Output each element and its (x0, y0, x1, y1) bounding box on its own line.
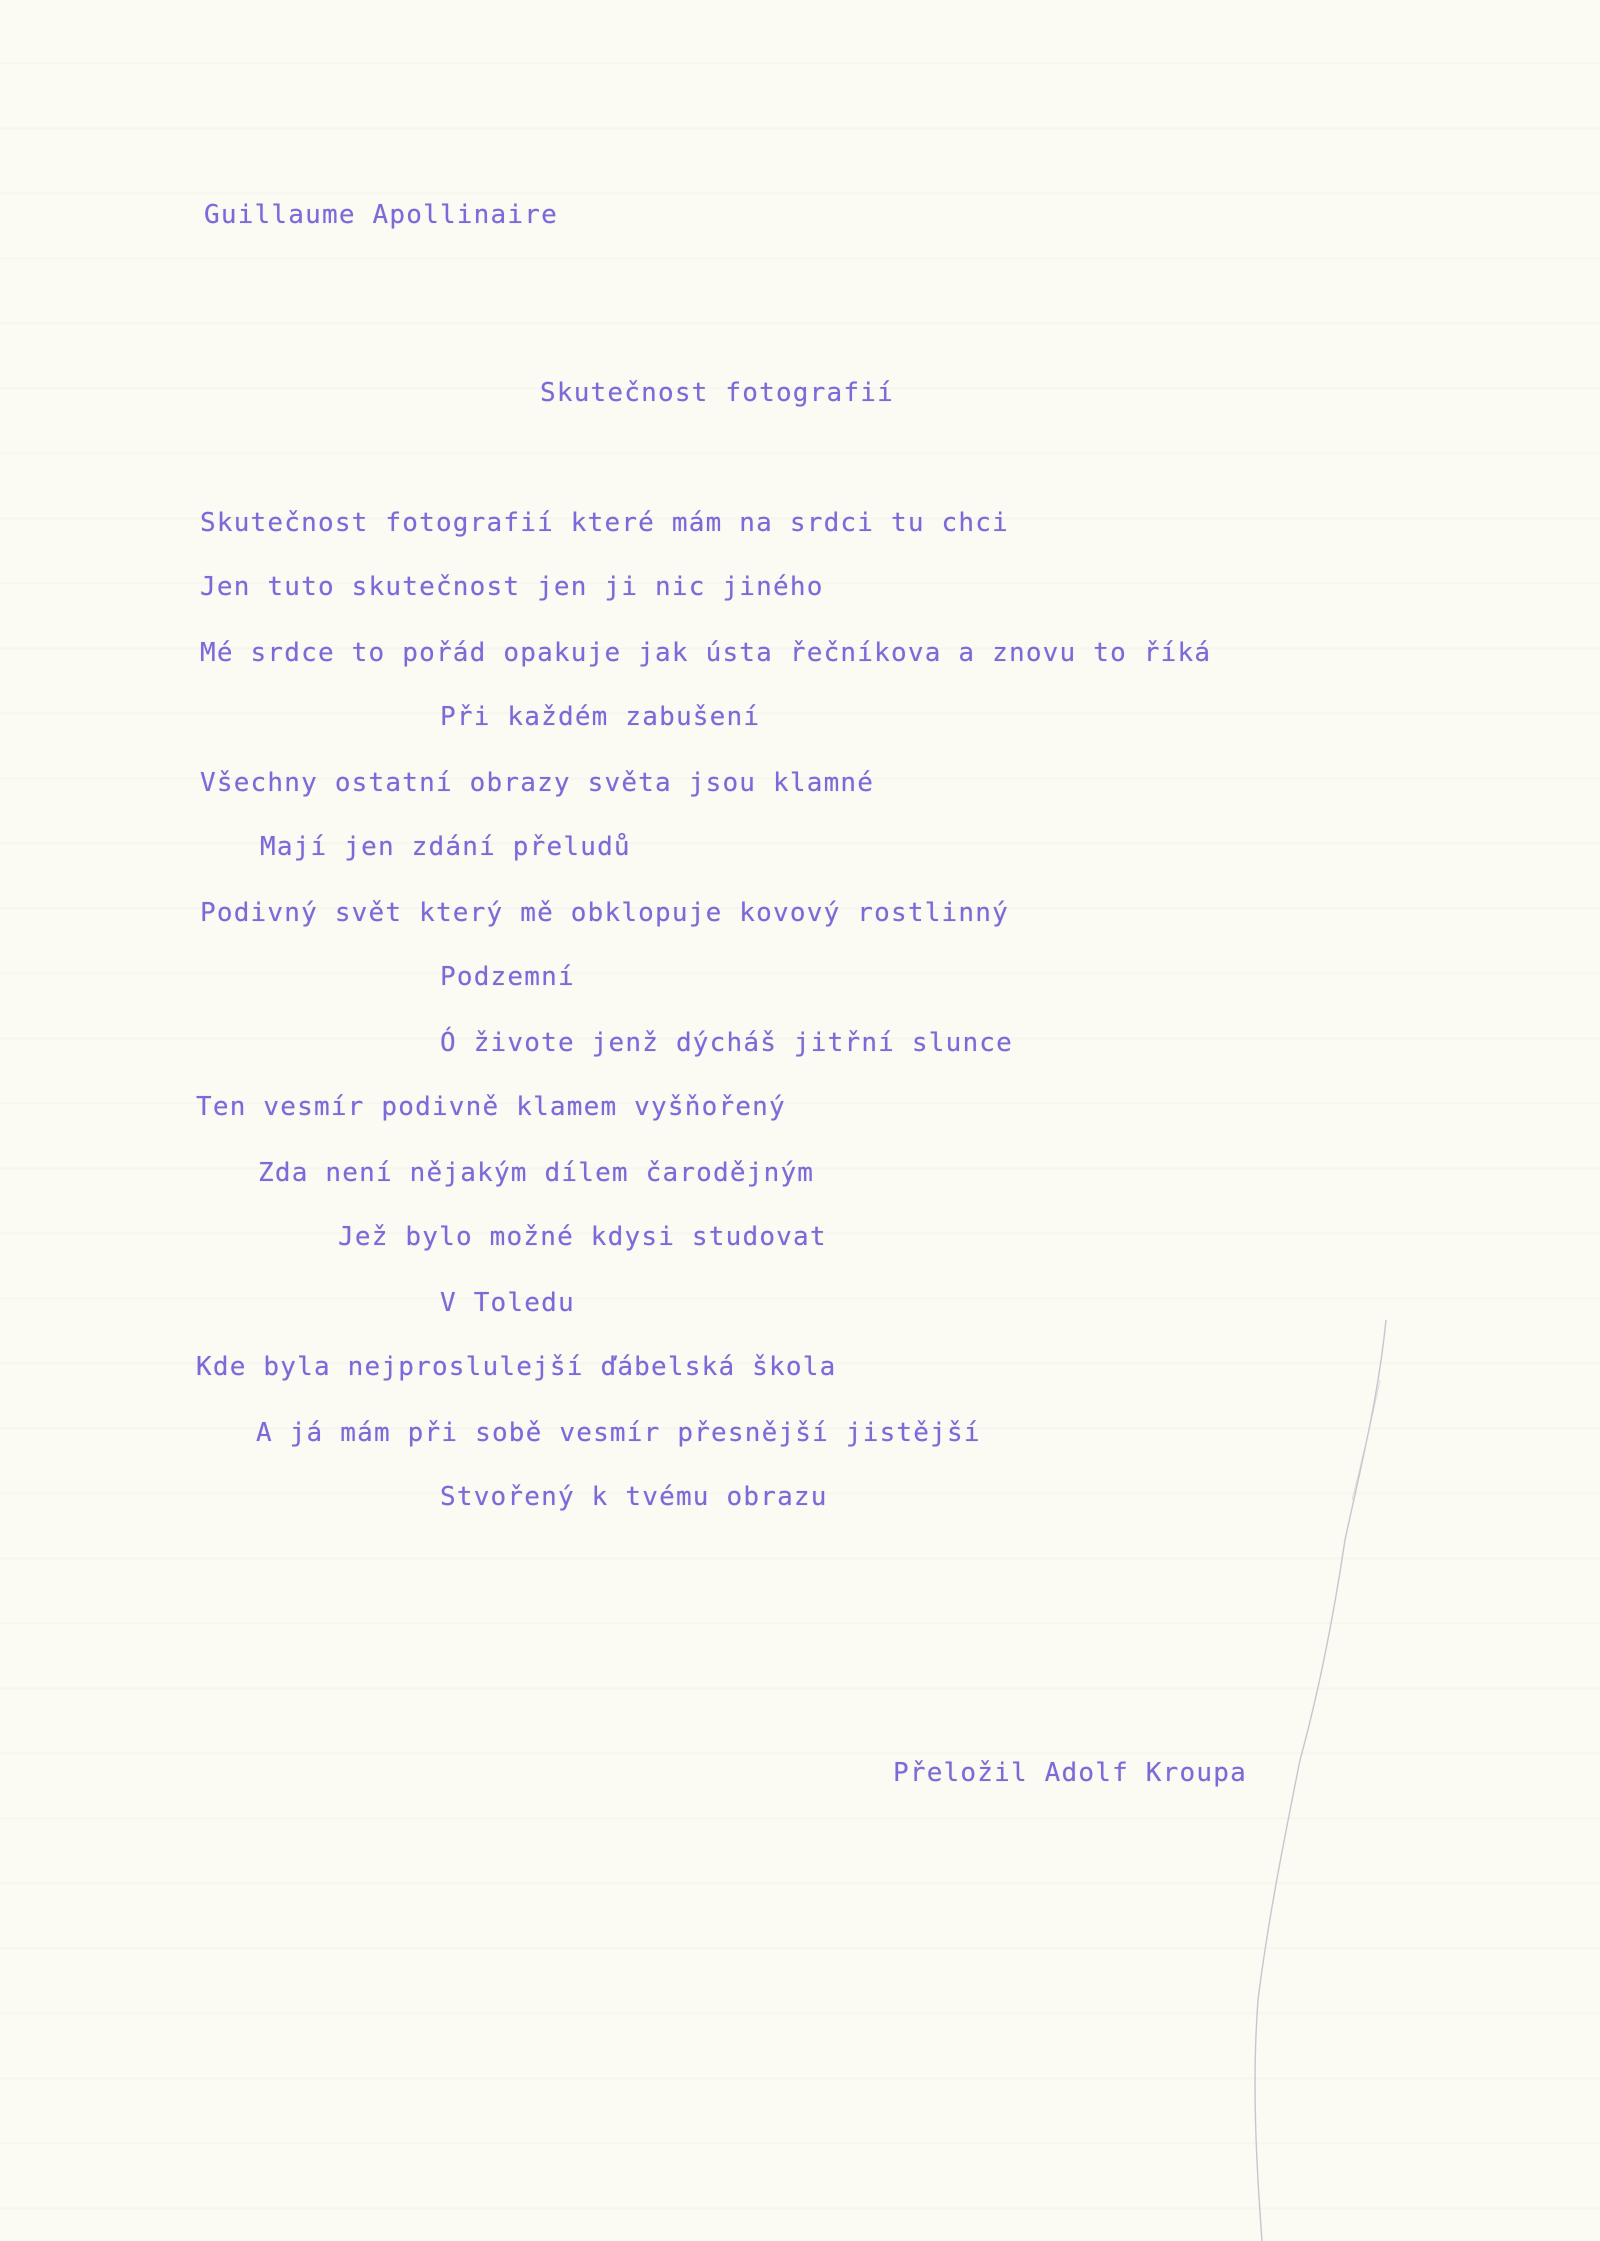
poem-line: Všechny ostatní obrazy světa jsou klamné (200, 768, 875, 798)
poem-line: Podivný svět který mě obklopuje kovový rostlinný (200, 898, 1009, 928)
poem-line: Ó živote jenž dýcháš jitřní slunce (440, 1028, 1014, 1058)
poem-line: Jen tuto skutečnost jen ji nic jiného (200, 572, 824, 602)
poem-line: Při každém zabušení (440, 702, 761, 732)
poem-line: Mají jen zdání přeludů (260, 832, 631, 862)
poem-line: Ten vesmír podivně klamem vyšňořený (196, 1092, 786, 1122)
poem-line: Stvořený k tvému obrazu (440, 1482, 828, 1512)
poem-line: Skutečnost fotografií které mám na srdci tu chci (200, 508, 1009, 538)
poem-title: Skutečnost fotografií (540, 378, 894, 408)
poem-line: Podzemní (440, 962, 575, 992)
poem-line: V Toledu (440, 1288, 575, 1318)
poem-line: Jež bylo možné kdysi studovat (338, 1222, 827, 1252)
poem-line: Kde byla nejproslulejší ďábelská škola (196, 1352, 837, 1382)
translator-credit: Přeložil Adolf Kroupa (893, 1758, 1247, 1788)
poem-line: Zda není nějakým dílem čarodějným (258, 1158, 815, 1188)
poem-line: Mé srdce to pořád opakuje jak ústa řečníkova a znovu to říká (200, 638, 1212, 668)
poem-line: A já mám při sobě vesmír přesnější jistější (256, 1418, 981, 1448)
author-name: Guillaume Apollinaire (204, 200, 558, 230)
